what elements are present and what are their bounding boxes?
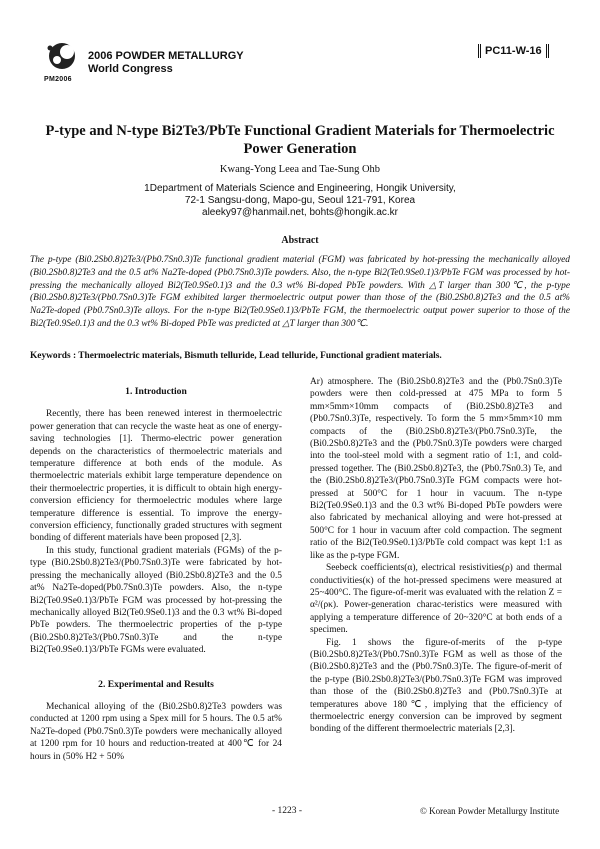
affiliation xyxy=(40,183,560,219)
conference-line1: 2006 POWDER METALLURGY xyxy=(88,50,244,62)
section-heading-experimental: 2. Experimental and Results xyxy=(98,678,214,690)
paper-title: P-type and N-type Bi2Te3/PbTe Functional Gradient Materials for Thermoelectric Power Generation xyxy=(45,123,555,157)
conference-name xyxy=(88,50,244,76)
affiliation-line2: 72-1 Sangsu-dong, Mapo-gu, Seoul 121-791, Korea xyxy=(184,195,416,206)
paragraph: Mechanical alloying of the (Bi0.2Sb0.8)2Te3 powders was conducted at 1200 rpm using a Spex mill for 5 hours. The 0.5 at% Na2Te-doped (Pb0.7Sn0.3)Te powders were mechanically alloyed at 1200 rpm for 10 hours and reduction-treated at 400℃ for 24 hours in (50% H2 + 50% xyxy=(30,701,282,762)
paper-code: PC11-W-16 xyxy=(478,44,549,58)
logo-swirl-icon xyxy=(40,40,85,80)
paragraph: In this study, functional gradient materials (FGMs) of the p-type (Bi0.2Sb0.8)2Te3/(Pb0.7Sn0.3)Te were fabricated by hot-pressing the mechanically alloyed (Bi0.2Sb0.8)2Te3 and the 0.5 at% Na2Te-doped(Pb0.7Sn0.3)Te powders. Also, the n-type Bi2(Te0.9Se0.1)3/PbTe FGM was processed by hot-pressing the mechanically alloyed Bi2(Te0.9Se0.1)3 and the 0.3 wt% Bi-doped PbTe powders. The thermoelectric properties of the p-type (Bi0.2Sb0.8)2Te3/(Pb0.7Sn0.3)Te and the n-type Bi2(Te0.9Se0.1)3/PbTe FGMs were evaluated. xyxy=(30,545,282,656)
left-column xyxy=(30,376,282,763)
paragraph: Ar) atmosphere. The (Bi0.2Sb0.8)2Te3 and the (Pb0.7Sn0.3)Te powders were then cold-pressed at 475 MPa to form 5 mm×5mm×10mm compacts of (Bi0.2Sb0.8)2Te3 and (Pb0.7Sn0.3)Te, respectively. To form the 5 mm×5mm×10 mm compacts of the (Bi0.2Sb0.8)2Te3/(Pb0.7Sn0.3)Te, the (Bi0.2Sb0.8)2Te3 and the (Pb0.7Sn0.3)Te powders were charged into the tool-steel mold with a segment ratio of 1:1, and cold-pressed together. The (Bi0.2Sb0.8)2Te3, the (Pb0.7Sn0.3) Te, and the (Bi0.2Sb0.8)2Te3/(Pb0.7Sn0.3)Te FGM compacts were hot-pressed at 500°C for 1 hour in vacuum. The n-type Bi2(Te0.9Se0.1)3 and the 0.3 wt% Bi-doped PbTe powders were also fabricated by mechanical alloying and were hot-pressed at 500°C for 1 hour in vacuum after cold compaction. The segment ratio of the Bi2(Te0.9Se0.1)3/PbTe cold compact was kept 1:1 as like as the p-type FGM. xyxy=(310,377,562,561)
right-column xyxy=(310,376,562,736)
logo-text: PM2006 xyxy=(44,76,72,83)
abstract-text: The p-type (Bi0.2Sb0.8)2Te3/(Pb0.7Sn0.3)Te functional gradient material (FGM) was fabricated by hot-pressing the mechanically alloyed (Bi0.2Sb0.8)2Te3 and the 0.5 at% Na2Te-doped (Pb0.7Sn0.3)Te powders. Also, the n-type Bi2(Te0.9Se0.1)3/PbTe FGM was processed by hot-pressing the mechanically alloyed Bi2(Te0.9Se0.1)3 and the 0.3 wt% Bi-doped PbTe powders. With △T larger than 300℃, the p-type (Bi0.2Sb0.8)2Te3/(Pb0.7Sn0.3)Te FGM exhibited larger thermoelectric output power than those of the (Bi0.2Sb0.8)2Te3 and the 0.5 at% Na2Te-doped (Pb0.7Sn0.3)Te alloys. For the n-type Bi2(Te0.9Se0.1)3/PbTe FGM, the thermoelectric output power superior to those of the Bi2(Te0.9Se0.1)3 and the 0.3 wt% Bi-doped PbTe was predicted at △T larger than 300℃. xyxy=(30,255,570,329)
affiliation-line1: 1Department of Materials Science and Engineering, Hongik University, xyxy=(144,183,456,194)
keywords: Keywords : Thermoelectric materials, Bismuth telluride, Lead telluride, Functional gradient materials. xyxy=(30,351,442,361)
abstract-heading: Abstract xyxy=(281,235,319,246)
page-number: - 1223 - xyxy=(272,806,303,816)
copyright-notice: © Korean Powder Metallurgy Institute xyxy=(420,806,560,816)
paragraph: Fig. 1 shows the figure-of-merits of the p-type (Bi0.2Sb0.8)2Te3/(Pb0.7Sn0.3)Te FGM as well as those of the (Bi0.2Sb0.8)2Te3 and the (Pb0.7Sn0.3)Te. The figure-of-merit of the p-type (Bi0.2Sb0.8)2Te3/(Pb0.7Sn0.3)Te FGM was improved than those of the (Bi0.2Sb0.8)2Te3 and (Pb0.7Sn0.3)Te at temperatures above 180℃, implying that the efficiency of thermoelectric energy conversion can be improved by segment bonding of the different thermoelectric materials [2,3]. xyxy=(310,637,562,735)
section-heading-introduction: 1. Introduction xyxy=(125,386,187,397)
paragraph: Seebeck coefficients(α), electrical resistivities(ρ) and thermal conductivities(κ) of the hot-pressed specimens were measured at 25~400°C. The figure-of-merit was evaluated with the relation Z = α²/(ρκ). Power-generation charac-teristics were measured with applying a temperature difference of 20~320°C at both ends of a specimen. xyxy=(310,563,562,636)
paper-authors: Kwang-Yong Leea and Tae-Sung Ohb xyxy=(219,164,381,175)
conference-line2: World Congress xyxy=(88,63,173,75)
affiliation-emails: aleeky97@hanmail.net, bohts@hongik.ac.kr xyxy=(202,207,398,218)
paragraph: Recently, there has been renewed interest in thermoelectric power generation that can recycle the waste heat as one of energy-saving technologies [1]. Thermo-electric power generation depends on the characteristics of thermoelectric materials and temperature difference at both ends of the module. As thermoelectric materials exhibit large temperature dependence on their thermoelectric properties, it is difficult to obtain high energy-conversion efficiency for thermoelectric modules where large temperature difference is essential. To improve the energy-conversion efficiency, functionally graded structures with segment bonding of different materials have been proposed [2,3]. xyxy=(30,409,282,544)
